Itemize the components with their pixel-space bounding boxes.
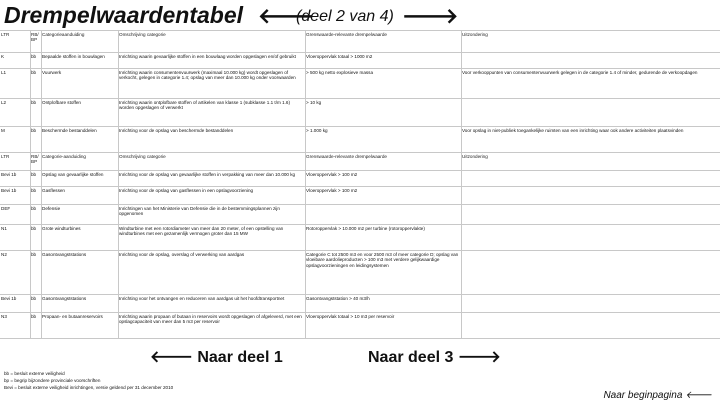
table-row (0, 68, 720, 98)
cell-ltr: N2 (1, 252, 7, 257)
table-row (0, 98, 720, 126)
cell-description: Inrichting waarin ontplofbare stoffen of artikelen van klasse 1 (subklasse 1.1 t/m 1.6) worden opgeslagen of verwerkt (119, 100, 290, 111)
table-row (0, 224, 720, 250)
footnote: bb = besluit externe veiligheid (4, 371, 65, 376)
cell-rb: bb (31, 314, 37, 319)
col-header-rb: RB/ BP (31, 32, 39, 43)
prev-part-link[interactable]: 🡐 Naar deel 1 (150, 349, 283, 366)
col-header-exception: Uitzondering (462, 32, 488, 37)
cell-threshold: Grenswaarde-relevante drempelwaarde (306, 154, 387, 159)
cell-category: Gasontvangststations (42, 296, 87, 301)
cell-rb: bb (31, 70, 37, 75)
table-row (0, 204, 720, 224)
cell-description: Inrichting voor het ontvangen en reduceren van aardgas uit het hoofdtransportnet (119, 296, 285, 301)
cell-category: Gasontvangststations (42, 252, 87, 257)
cell-ltr: N1 (1, 226, 7, 231)
cell-exception: Uitzondering (462, 154, 488, 159)
table-row (0, 294, 720, 312)
cell-ltr: Bevi 1b (1, 172, 17, 177)
next-part-link[interactable]: Naar deel 3 🡒 (368, 349, 501, 366)
cell-threshold: > 1.000 kg (306, 128, 328, 133)
cell-ltr: M (1, 128, 5, 133)
cell-ltr: DEF (1, 206, 11, 211)
cell-description: Inrichting voor de opslag van gasflessen in een opslagvoorziening (119, 188, 254, 193)
cell-rb: bb (31, 172, 37, 177)
cell-threshold: > 10 kg (306, 100, 322, 105)
cell-category: Grote windturbines (42, 226, 81, 231)
cell-ltr: L1 (1, 70, 7, 75)
page-title: Drempelwaardentabel (4, 2, 244, 28)
table-header-row (0, 30, 720, 52)
cell-description: Inrichting waarin propaan of butaan in reservoirs wordt opgeslagen of afgeleverd, met een opslagcapaciteit van meer dan 5 m3 per reservoir (119, 314, 302, 325)
table-row (0, 170, 720, 186)
table-repeated-header-row (0, 152, 720, 170)
cell-rb: bb (31, 188, 37, 193)
cell-ltr: L2 (1, 100, 7, 105)
cell-category: Opslag van gevaarlijke stoffen (42, 172, 104, 177)
cell-ltr: LTR (1, 154, 10, 159)
cell-ltr: N3 (1, 314, 7, 319)
prev-part-arrow-icon[interactable]: 🡐 (258, 5, 315, 28)
cell-ltr: Bevi 1b (1, 296, 17, 301)
cell-category: Defensie (42, 206, 61, 211)
cell-description: Windturbine met een rotordiameter van meer dan 20 meter, of een opstelling van windturbines met een gezamenlijk vermogen groter dan 15 MW (119, 226, 284, 237)
cell-threshold: Vloeroppervlak > 100 m2 (306, 188, 358, 193)
cell-rb: bb (31, 226, 37, 231)
cell-category: Gasflessen (42, 188, 65, 193)
cell-threshold: Gasontvangststation > 40 m3/h (306, 296, 370, 301)
cell-rb: bb (31, 206, 37, 211)
cell-rb: RB/ BP (31, 154, 39, 165)
col-header-ltr: LTR (1, 32, 10, 37)
table-row (0, 126, 720, 152)
cell-description: Inrichting voor de opslag, overslag of verwerking van aardgas (119, 252, 245, 257)
cell-ltr: Bevi 1b (1, 188, 17, 193)
cell-description: Inrichtingen van het Ministerie van Defensie die in de bestemmingsplannen zijn opgenomen (119, 206, 280, 217)
cell-ltr: K (1, 54, 5, 59)
cell-threshold: Categorie C tot 2500 m3 en voor 2500 m3 of meer categorie D; opslag van vloeibare aardolieproducten > 100 m3 met verdere gelijkwaardige opslagvoorzieningen en leidingsystemen (306, 252, 459, 268)
col-header-description: Omschrijving categorie (119, 32, 166, 37)
cell-threshold: Rotoroppervlak > 10.000 m2 per turbine (rotoroppervlakte) (306, 226, 425, 231)
cell-exception: Voor opslag in niet-publiek toegankelijke ruimten van een inrichting waar ook andere activiteiten plaatsvinden (462, 128, 684, 133)
footnote: bp = begrip bijzondere provinciale voorschriften (4, 378, 101, 383)
cell-rb: bb (31, 128, 37, 133)
cell-threshold: > 500 kg netto explosieve massa (306, 70, 374, 75)
cell-category: Categorie-aanduiding (42, 154, 86, 159)
home-page-link[interactable]: Naar beginpagina 🡐 (603, 390, 712, 401)
table-row (0, 186, 720, 204)
next-part-arrow-icon[interactable]: 🡒 (402, 5, 459, 28)
cell-description: Inrichting waarin gevaarlijke stoffen in een bouwlaag worden opgeslagen en/of gebruikt (119, 54, 296, 59)
table-row (0, 312, 720, 339)
page-subtitle: (deel 2 van 4) (296, 8, 394, 25)
cell-exception: Voor verkooppunten van consumentenvuurwerk gelegen in de categorie 1.4 of minder, gedurende de verkoopdagen (462, 70, 698, 75)
cell-rb: bb (31, 296, 37, 301)
cell-rb: bb (31, 252, 37, 257)
col-header-category: Categorieaanduiding (42, 32, 85, 37)
col-header-threshold: Grenswaarde-relevante drempelwaarde (306, 32, 387, 37)
cell-description: Inrichting waarin consumentenvuurwerk (maximaal 10.000 kg) wordt opgeslagen of verkocht, gelegen in categorie 1.4; opslag van meer dan 10.000 kg onder voorwaarden (119, 70, 296, 81)
cell-threshold: Vloeroppervlak totaal > 1000 m2 (306, 54, 373, 59)
cell-description: Omschrijving categorie (119, 154, 166, 159)
cell-rb: bb (31, 100, 37, 105)
cell-rb: bb (31, 54, 37, 59)
cell-category: Propaan- en butaanreservoirs (42, 314, 103, 319)
cell-category: Vuurwerk (42, 70, 62, 75)
cell-category: Ontplofbare stoffen (42, 100, 81, 105)
cell-description: Inrichting voor de opslag van gevaarlijke stoffen in verpakking van meer dan 10.000 kg (119, 172, 296, 177)
cell-category: Bepaalde stoffen in bouwlagen (42, 54, 105, 59)
footnote: Bevi = besluit externe veiligheid inrichtingen, versie geldend per 31 december 2010 (4, 385, 174, 390)
cell-description: Inrichting voor de opslag van beschermde bestanddelen (119, 128, 234, 133)
cell-threshold: Vloeroppervlak totaal > 10 m3 per reservoir (306, 314, 395, 319)
table-row (0, 250, 720, 294)
cell-category: Beschermde bestanddelen (42, 128, 97, 133)
table-row (0, 52, 720, 68)
cell-threshold: Vloeroppervlak > 100 m2 (306, 172, 358, 177)
